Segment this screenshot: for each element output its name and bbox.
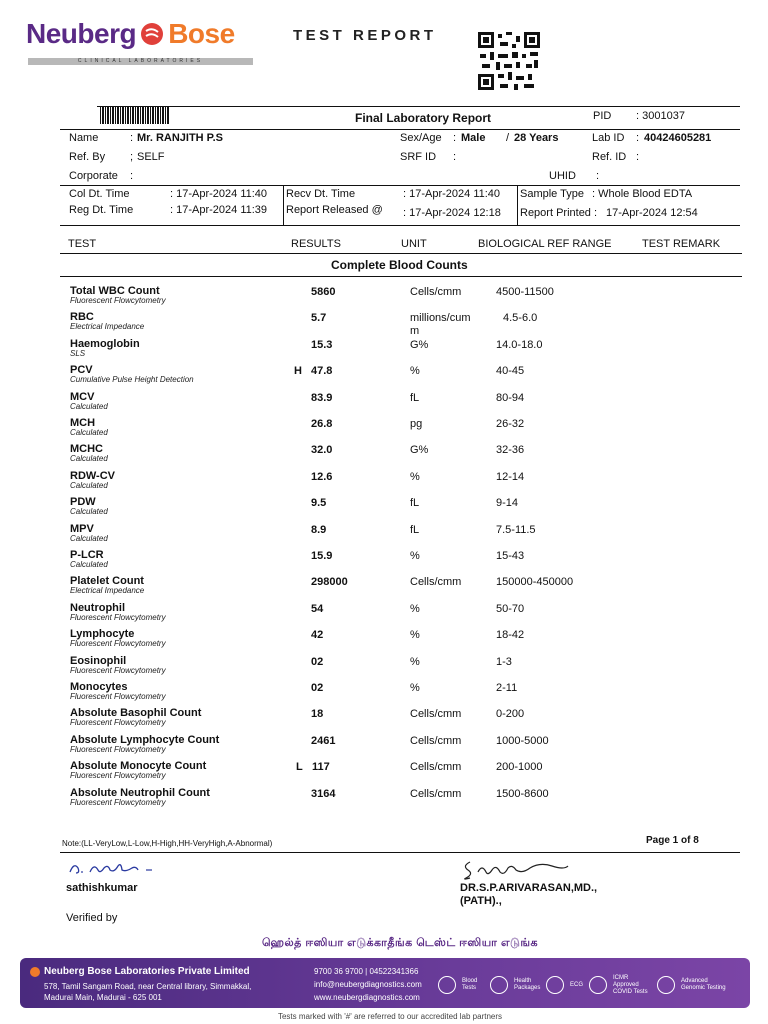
genomic-testing-icon (657, 976, 675, 994)
labid-label: Lab ID (592, 132, 625, 144)
test-name: Absolute Neutrophil Count (70, 787, 210, 799)
corporate-label: Corporate (69, 170, 118, 182)
refid-colon: : (636, 151, 640, 163)
logo-swirl-icon (141, 23, 163, 45)
result-unit: Cells/cmm (410, 788, 462, 800)
table-row (0, 761, 768, 785)
brand-name-part1: Neuberg (26, 18, 137, 49)
ref-range: 200-1000 (496, 761, 543, 773)
test-name: Absolute Lymphocyte Count (70, 734, 220, 746)
accredited-note: Tests marked with '#' are referred to our accredited lab partners (277, 1012, 503, 1021)
patient-name: Mr. RANJITH P.S (137, 132, 223, 144)
th-remark: TEST REMARK (642, 238, 721, 250)
result-value: 47.8 (311, 365, 333, 377)
result-unit: % (410, 550, 420, 562)
test-method: SLS (70, 349, 86, 358)
footer-address-1: 578, Tamil Sangam Road, near Central library, Simmakkal, (44, 982, 252, 991)
table-row (0, 339, 768, 363)
ref-range: 40-45 (496, 365, 525, 377)
printed-label: Report Printed : (520, 207, 598, 219)
result-unit: G% (410, 339, 429, 351)
result-value: 12.6 (311, 471, 333, 483)
test-method: Fluorescent Flowcytometry (70, 745, 166, 754)
refby-colon: ; (130, 151, 134, 163)
health-packages-icon (490, 976, 508, 994)
ref-range: 1000-5000 (496, 735, 549, 747)
result-unit: % (410, 365, 420, 377)
info-col-divider-2 (517, 185, 518, 225)
test-name: MCH (70, 417, 96, 429)
table-row (0, 524, 768, 548)
test-name: MCHC (70, 443, 103, 455)
test-method: Electrical Impedance (70, 322, 145, 331)
info-rule-1 (60, 129, 740, 130)
test-method: Fluorescent Flowcytometry (70, 771, 166, 780)
patient-age: 28 Years (514, 132, 559, 144)
ref-range: 4500-11500 (496, 286, 554, 298)
footer-band (20, 958, 750, 1008)
test-method: Calculated (70, 454, 108, 463)
pid-value: : 3001037 (636, 110, 685, 122)
test-method: Fluorescent Flowcytometry (70, 296, 166, 305)
ref-range: 18-42 (496, 629, 525, 641)
footer-badges (438, 974, 748, 996)
srfid-label: SRF ID (400, 151, 437, 163)
recv-time-value: : 17-Apr-2024 11:40 (403, 188, 501, 200)
ref-range: 7.5-11.5 (496, 524, 536, 536)
test-name: RDW-CV (70, 470, 115, 482)
page-number: Page 1 of 8 (646, 835, 699, 846)
test-method: Calculated (70, 481, 108, 490)
table-row (0, 471, 768, 495)
test-method: Fluorescent Flowcytometry (70, 613, 166, 622)
test-method: Calculated (70, 507, 108, 516)
result-unit: fL (410, 392, 420, 404)
result-unit: Cells/cmm (410, 761, 462, 773)
result-value: 5860 (311, 286, 336, 298)
ref-range: 1-3 (496, 656, 512, 668)
ref-range: 80-94 (496, 392, 525, 404)
test-method: Fluorescent Flowcytometry (70, 666, 166, 675)
col-time-label: Col Dt. Time (69, 188, 130, 200)
info-bottom-rule (60, 225, 740, 226)
result-unit: millions/cum (410, 312, 471, 324)
result-value: 5.7 (311, 312, 327, 324)
result-value: 32.0 (311, 444, 333, 456)
sample-type-value: : Whole Blood EDTA (592, 188, 693, 200)
table-row (0, 629, 768, 653)
refid-label: Ref. ID (592, 151, 627, 163)
test-name: P-LCR (70, 549, 104, 561)
blood-tests-icon (438, 976, 456, 994)
test-method: Calculated (70, 534, 108, 543)
table-row (0, 682, 768, 706)
released-label: Report Released @ (286, 204, 383, 216)
labid-colon: : (636, 132, 640, 144)
result-value: 117 (312, 761, 330, 773)
footer-web[interactable]: www.neubergdiagnostics.com (314, 993, 420, 1002)
uhid-label: UHID (549, 170, 576, 182)
verifier-signature-icon (66, 858, 158, 878)
ref-range: 50-70 (496, 603, 525, 615)
th-range: BIOLOGICAL REF RANGE (478, 238, 612, 250)
test-name: Absolute Monocyte Count (70, 760, 207, 772)
ref-range: 2-11 (496, 682, 518, 694)
result-value: 26.8 (311, 418, 333, 430)
result-unit: fL (410, 524, 420, 536)
report-header-title: TEST REPORT (293, 27, 437, 44)
table-header-rule (60, 253, 742, 254)
section-title: Complete Blood Counts (331, 258, 468, 272)
brand-name-part2: Bose (168, 18, 235, 49)
ecg-icon (546, 976, 564, 994)
test-method: Calculated (70, 402, 108, 411)
sexage-label: Sex/Age (400, 132, 442, 144)
name-label: Name (69, 132, 99, 144)
brand-subtitle-bar (28, 58, 253, 65)
result-unit: Cells/cmm (410, 708, 462, 720)
badge-health-packages: Health Packages (514, 978, 541, 991)
result-value: 8.9 (311, 524, 327, 536)
table-row (0, 392, 768, 416)
table-row (0, 603, 768, 627)
test-name: Neutrophil (70, 602, 125, 614)
pathologist-signature-icon (460, 856, 572, 882)
ref-range: 9-14 (496, 497, 519, 509)
info-col-divider-1 (283, 185, 284, 225)
ref-range: 1500-8600 (496, 788, 549, 800)
test-method: Fluorescent Flowcytometry (70, 718, 166, 727)
footer-top-rule (60, 852, 740, 853)
recv-time-label: Recv Dt. Time (286, 188, 356, 200)
th-unit: UNIT (401, 238, 427, 250)
pid-label: PID (593, 110, 612, 122)
table-row (0, 312, 768, 336)
qr-code-icon (476, 30, 542, 92)
test-name: Monocytes (70, 681, 128, 693)
labid-value: 40424605281 (644, 132, 712, 144)
test-name: PCV (70, 364, 93, 376)
flag-note: Note:(LL-VeryLow,L-Low,H-High,HH-VeryHigh,A-Abnormal) (62, 839, 273, 848)
test-method: Electrical Impedance (70, 586, 145, 595)
result-unit: % (410, 682, 420, 694)
ref-range: 4.5-6.0 (503, 312, 538, 324)
patient-sex: Male (461, 132, 486, 144)
ref-range: 0-200 (496, 708, 525, 720)
result-value: 15.9 (311, 550, 333, 562)
table-row (0, 576, 768, 600)
result-value: 54 (311, 603, 324, 615)
result-unit: Cells/cmm (410, 735, 462, 747)
table-row (0, 788, 768, 812)
reg-time-value: : 17-Apr-2024 11:39 (170, 204, 268, 216)
th-test: TEST (68, 238, 97, 250)
test-method: Calculated (70, 428, 108, 437)
table-row (0, 656, 768, 680)
result-value: 02 (311, 682, 324, 694)
footer-email[interactable]: info@neubergdiagnostics.com (314, 980, 422, 989)
corporate-colon: : (130, 170, 134, 182)
table-row (0, 286, 768, 310)
badge-covid: ICMR Approved COVID Tests (613, 974, 648, 995)
refby-label: Ref. By (69, 151, 106, 163)
srfid-colon: : (453, 151, 457, 163)
reg-time-label: Reg Dt. Time (69, 204, 134, 216)
table-row (0, 418, 768, 442)
uhid-colon: : (596, 170, 600, 182)
result-unit: % (410, 629, 420, 641)
pathologist-name: DR.S.P.ARIVARASAN,MD., (460, 882, 598, 894)
footer-phone: 9700 36 9700 | 04522341366 (314, 967, 419, 976)
result-unit: Cells/cmm (410, 576, 462, 588)
brand-mini-icon (30, 967, 40, 977)
ref-range: 14.0-18.0 (496, 339, 543, 351)
test-method: Cumulative Pulse Height Detection (70, 375, 194, 384)
result-value: 42 (311, 629, 324, 641)
ref-range: 150000-450000 (496, 576, 574, 588)
table-row (0, 365, 768, 389)
result-value: 83.9 (311, 392, 333, 404)
covid-tests-icon (589, 976, 607, 994)
th-results: RESULTS (291, 238, 341, 250)
table-row (0, 550, 768, 574)
released-value: : 17-Apr-2024 12:18 (403, 207, 501, 219)
test-name: Eosinophil (70, 655, 127, 667)
test-name: MCV (70, 391, 95, 403)
sexage-colon: : (453, 132, 457, 144)
result-value: 298000 (311, 576, 348, 588)
ref-range: 15-43 (496, 550, 525, 562)
result-unit: G% (410, 444, 429, 456)
barcode-icon (100, 106, 170, 124)
test-name: MPV (70, 523, 94, 535)
pathologist-qualification: (PATH)., (460, 895, 502, 907)
test-name: Absolute Basophil Count (70, 707, 202, 719)
test-name: PDW (70, 496, 96, 508)
ref-range: 32-36 (496, 444, 525, 456)
test-method: Fluorescent Flowcytometry (70, 798, 166, 807)
result-unit: % (410, 471, 420, 483)
result-unit: Cells/cmm (410, 286, 462, 298)
result-value: 18 (311, 708, 324, 720)
test-name: Total WBC Count (70, 285, 160, 297)
test-method: Fluorescent Flowcytometry (70, 639, 166, 648)
ref-range: 26-32 (496, 418, 525, 430)
result-unit: % (410, 656, 420, 668)
table-row (0, 708, 768, 732)
col-time-value: : 17-Apr-2024 11:40 (170, 188, 268, 200)
section-rule (60, 276, 742, 277)
result-value: 3164 (311, 788, 336, 800)
test-name: RBC (70, 311, 94, 323)
verifier-name: sathishkumar (66, 882, 138, 894)
result-flag: H (294, 365, 302, 377)
result-flag: L (296, 761, 303, 773)
badge-blood-tests: Blood Tests (462, 978, 478, 991)
ref-range: 12-14 (496, 471, 525, 483)
sample-type-label: Sample Type (520, 188, 585, 200)
table-row (0, 497, 768, 521)
brand-subtitle: CLINICAL LABORATORIES (77, 58, 204, 64)
test-method: Fluorescent Flowcytometry (70, 692, 166, 701)
badge-ecg: ECG (570, 982, 584, 988)
test-name: Haemoglobin (70, 338, 140, 350)
test-name: Platelet Count (70, 575, 144, 587)
result-value: 02 (311, 656, 324, 668)
test-method: Calculated (70, 560, 108, 569)
test-name: Lymphocyte (70, 628, 135, 640)
info-top-rule (97, 106, 740, 107)
printed-value: 17-Apr-2024 12:54 (606, 207, 698, 219)
badge-genomic: Advanced Genomic Testing (681, 978, 726, 991)
table-row (0, 444, 768, 468)
footer-address-2: Madurai Main, Madurai - 625 001 (44, 993, 162, 1002)
table-row (0, 735, 768, 759)
age-slash: / (506, 132, 510, 144)
result-unit: % (410, 603, 420, 615)
result-value: 9.5 (311, 497, 327, 509)
result-value: 2461 (311, 735, 336, 747)
verified-by-label: Verified by (66, 912, 118, 924)
result-unit: pg (410, 418, 423, 430)
report-title: Final Laboratory Report (355, 111, 492, 125)
result-unit-wrap: m (410, 325, 420, 337)
result-value: 15.3 (311, 339, 333, 351)
tagline: ஹெல்த் ஈஸியா எடுக்காதீங்க டெஸ்ட் ஈஸியா எடுங்க (261, 937, 539, 949)
footer-company: Neuberg Bose Laboratories Private Limited (44, 966, 250, 977)
refby-value: SELF (137, 151, 165, 163)
name-colon: : (130, 132, 134, 144)
result-unit: fL (410, 497, 420, 509)
info-rule-2 (60, 185, 740, 186)
